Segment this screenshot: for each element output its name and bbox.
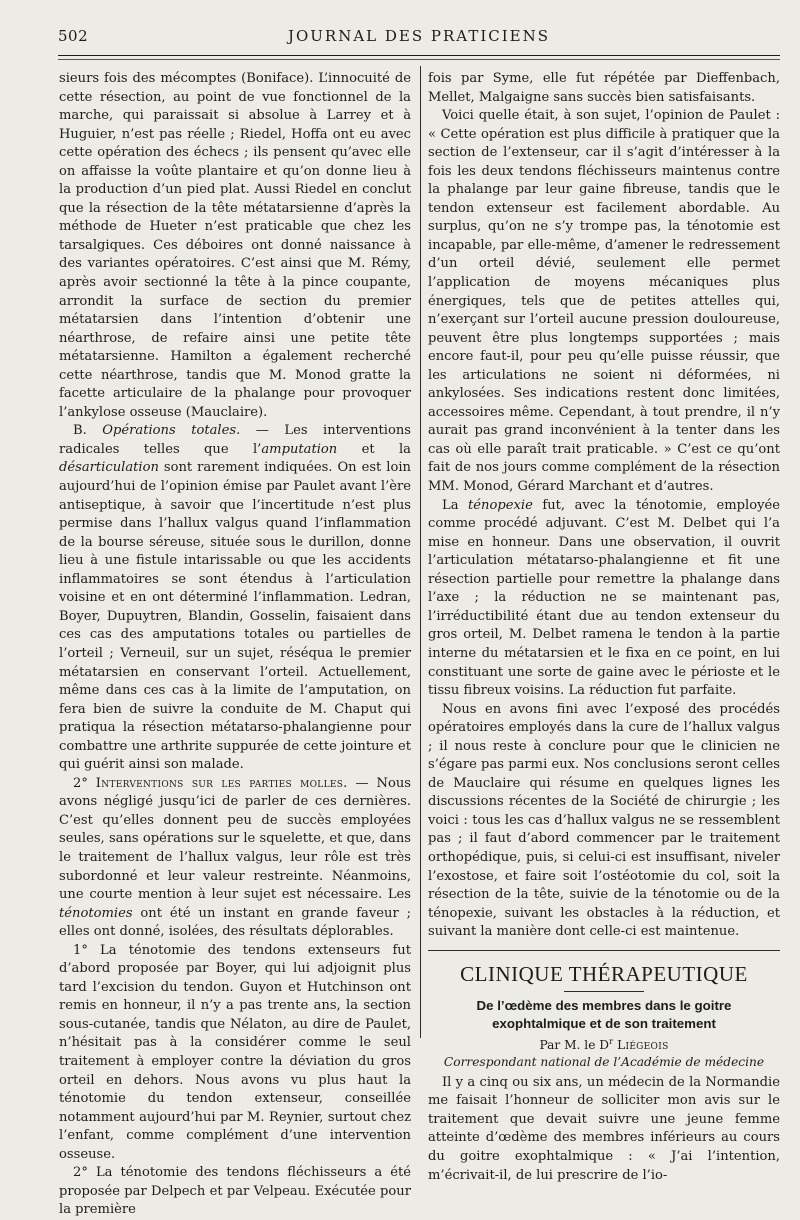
paragraph: Voici quelle était, à son sujet, l’opinion de Paulet : « Cette opération est plus difficile à pratiquer que la section de l’extenseur, car il s’agit d’intéresser à la fois les deux tendons fléchisseurs maintenus contre la phalange par leur gaine fibreuse, tandis que le tendon extenseur est facilement abordable. Au surplus, qu’on ne s’y trompe pas, la ténotomie est incapable, par elle-même, d’amener le redressement d’un orteil dévié, seulement elle permet l’application de moyens mécaniques plus énergiques, tels que de petites attelles qui, n’exerçant sur l’orteil aucune pression douloureuse, peuvent être plus longtemps supportées ; mais encore faut-il, pour peu qu’elle puisse réussir, que les articulations ne soient ni déformées, ni ankylosées. Ses indications restent donc limitées, accessoires même. Cependant, à tout prendre, il n’y aurait pas grand inconvénient à la tenter dans les cas où elle paraît trait praticable. » C’est ce qu’ont fait de nos jours comme complément de la résection MM. Monod, Gérard Marchant et d’autres. (428, 108, 780, 495)
byline-prefix: Par M. le D (539, 1037, 610, 1052)
byline-sup: r (609, 1036, 613, 1046)
paragraph: 2° La ténotomie des tendons fléchisseurs a été proposée par Delpech et par Velpeau. Exécutée pour la première (59, 1165, 411, 1218)
subheading: Interventions sur les parties molles. (95, 775, 348, 791)
paragraph: Nous en avons fini avec l’exposé des procédés opératoires employés dans la cure de l’hallux valgus ; il nous reste à conclure pour que le clinicien ne s’égare pas parmi eux. Nos conclusions seront celles de Mauclaire qui résume en quelques lignes les discussions récentes de la Société de chirurgie ; les voici : tous les cas d’hallux valgus ne se ressemblent pas ; il faut d’abord commencer par le traitement orthopédique, puis, si celui-ci est insuffisant, niveler l’exostose, et faire soit l’ostéotomie du col, soit la résection de la tête, suivie de la ténotomie ou de la ténopexie, suivant les obstacles à la réduction, et suivant la manière dont celle-ci est maintenue. (428, 701, 780, 940)
paragraph: fois par Syme, elle fut répétée par Dieffenbach, Mellet, Malgaigne sans succès bien satisfaisants. (428, 71, 780, 105)
section-title: CLINIQUE THÉRAPEUTIQUE (460, 961, 748, 986)
page-number: 502 (58, 27, 89, 45)
journal-title: JOURNAL DES PRATICIENS (287, 27, 551, 45)
text-run: La (442, 497, 469, 513)
paragraph: sieurs fois des mécomptes (Boniface). L’innocuité de cette résection, au point de vue fonctionnel de la marche, qui paraissait si absolue à Larrey et à Huguier, n’est pas réelle ; Riedel, Hoffa ont eu avec cette opération des échecs ; ils pensent qu’avec elle on affaisse la voûte plantaire et qu’on donne lieu à la production d’un pied plat. Aussi Riedel en conclut que la résection de la tête métatarsienne d’après la méthode de Hueter n’est praticable que chez les tarsalgiques. Ces déboires ont donné naissance à des variantes opératoires. C’est ainsi que M. Rémy, après avoir sectionné la tête à la pince coupante, arrondit la surface de section du premier métatarsien dans l’intention d’obtenir une néarthrose, de refaire ainsi une petite tête métatarsienne. Hamilton a également recherché cette néarthrose, tandis que M. Monod gratte la facette articulaire de la phalange pour provoquer l’ankylose osseuse (Mauclaire). (59, 71, 411, 420)
running-head (58, 27, 780, 49)
paragraph-operations-totales (59, 422, 411, 774)
emphasis: ténopexie (468, 497, 533, 513)
text-run: sont rarement indiquées. On est loin aujourd’hui de l’opinion émise par Paulet avant l’ère antiseptique, à savoir que l’incertitude n’est plus permise dans l’hallux valgus quand l’inflammation de la bourse séreuse, située sous le durillon, donne lieu à une fistule intarissable ou que les accidents inflammatoires se sont étendus à l’articulation voisine et en ont déterminé l’inflammation. Ledran, Boyer, Dupuytren, Blandin, Gosselin, faisaient dans ces cas des amputations totales ou partielles de l’orteil ; Verneuil, sur un sujet, réséqua le premier métatarsien en conservant l’orteil. Actuellement, même dans ces cas à la limite de l’amputation, on fera bien de suivre la conduite de M. Chaput qui pratiqua la résection métatarso-phalangienne pour combattre une arthrite suppurée de cette jointure et qui guérit ainsi son malade. (59, 460, 411, 773)
text-run: fut, avec la ténotomie, employée comme procédé adjuvant. C’est M. Delbet qui l’a mise en honneur. Dans une observation, il ouvrit l’articulation métatarso-phalangienne et fit une résection partielle pour remettre la phalange dans l’axe ; la réduction ne se maintenant pas, l’irréductibilité étant due au tendon extenseur du gros orteil, M. Delbet ramena le tendon à la partie interne du métatarsien et le fixa en ce point, en lui constituant une sorte de gaine avec le périoste et le tissu fibreux voisins. La réduction fut parfaite. (428, 497, 780, 699)
header-rule-thin (58, 59, 780, 60)
text-run: ont été un instant en grande faveur ; elles ont donné, isolées, des résultats déplorables. (59, 905, 411, 940)
author-affiliation: Correspondant national de l’Académie de médecine (443, 1054, 765, 1069)
subheading: Opérations totales. (102, 423, 241, 439)
paragraph-tenopexie (428, 497, 780, 701)
paragraph: 1° La ténotomie des tendons extenseurs fut d’abord proposée par Boyer, qui lui adjoignit plus tard l’excision du tendon. Guyon et Hutchinson ont remis en honneur, il n’y a pas trente ans, la section sous-cutanée, tandis que Nélaton, au dire de Paulet, n’hésitait pas à la considérer comme le seul traitement à employer contre la déviation du gros orteil en dehors. Nous avons vu plus haut la ténotomie du tendon extenseur, conseillée notamment aujourd’hui par M. Reynier, surtout chez l’enfant, comme complément d’une intervention osseuse. (59, 942, 411, 1162)
emphasis: ténotomies (59, 905, 133, 921)
paragraph: Il y a cinq ou six ans, un médecin de la Normandie me faisait l’honneur de solliciter mon avis sur le traitement que devait suivre une jeune femme atteinte d’œdème des membres inférieurs au cours du goitre exophtalmique : « J’ai l’intention, m’écrivait-il, de lui prescrire de l’io- (428, 1074, 780, 1183)
title-underline (564, 991, 644, 992)
column-divider (420, 66, 421, 1038)
text-run: — Les interventions radicales telles que l’ (59, 423, 412, 457)
paragraph-parties-molles (59, 775, 411, 942)
right-column (428, 70, 780, 1185)
article-title: De l’œdème des membres dans le goitre exophtalmique et de son traitement (476, 997, 732, 1031)
byline (428, 1033, 780, 1054)
section-rule (428, 950, 780, 951)
left-column (59, 70, 411, 1220)
text-run: — Nous avons négligé jusqu’ici de parler de ces dernières. C’est qu’elles donnent peu de succès employées seules, sans opérations sur le squelette, et que, dans le traitement de l’hallux valgus, leur rôle est très subordonné et leur valeur restreinte. Néanmoins, une courte mention à leur sujet est nécessaire. Les (59, 775, 411, 903)
emphasis: désarticulation (59, 460, 159, 476)
author-name: Liégeois (612, 1037, 669, 1052)
header-rule (58, 55, 780, 56)
section-number: 2° (73, 775, 96, 791)
text-run: et la (337, 441, 411, 457)
section-letter: B. (73, 423, 103, 439)
emphasis: amputation (261, 441, 338, 457)
